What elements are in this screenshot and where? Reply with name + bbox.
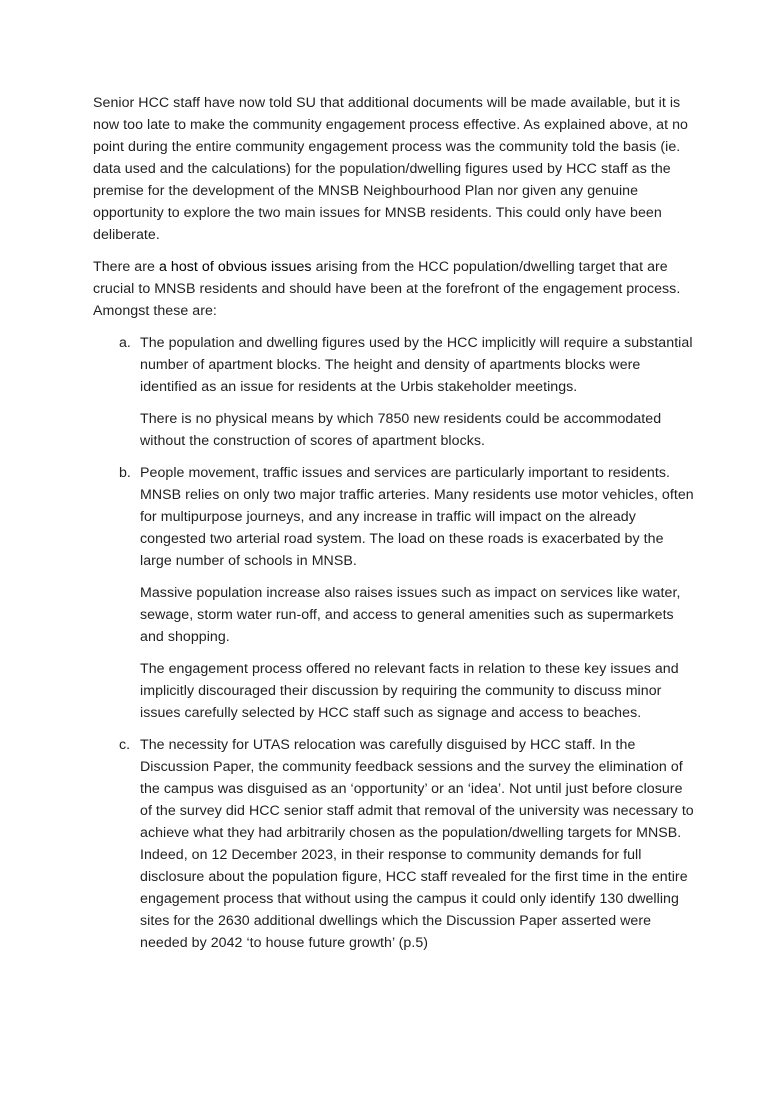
- list-paragraph: The engagement process offered no relevant facts in relation to these key issues and implicitly discouraged their discussion by requiring the community to discuss minor issues carefully selected by HCC staff such as signage and access to beaches.: [140, 661, 679, 721]
- list-paragraph: There is no physical means by which 7850 new residents could be accommodated without the construction of scores of apartment blocks.: [140, 411, 662, 449]
- list-item-a: [93, 332, 697, 452]
- list-item-b: [93, 462, 697, 724]
- list-paragraph: The necessity for UTAS relocation was carefully disguised by HCC staff. In the Discussion Paper, the community feedback sessions and the survey the elimination of the campus was disguised as an ‘opportunity’ or an ‘idea’. Not until just before closure of the survey did HCC senior staff admit that removal of the university was necessary to achieve what they had arbitrarily chosen as the population/dwelling targets for MNSB. Indeed, on 12 December 2023, in their response to community demands for full disclosure about the population figure, HCC staff revealed for the first time in the entire engagement process that without using the campus it could only identify 130 dwelling sites for the 2630 additional dwellings which the Discussion Paper asserted were needed by 2042 ‘to house future growth’ (p.5): [140, 737, 694, 951]
- list-marker: b.: [119, 465, 131, 481]
- list-paragraph: Massive population increase also raises issues such as impact on services like water, sewage, storm water run-off, and access to general amenities such as supermarkets and shopping.: [140, 585, 681, 645]
- list-marker: a.: [119, 335, 131, 351]
- issues-list: [93, 332, 697, 954]
- list-paragraph: The population and dwelling figures used by the HCC implicitly will require a substantial number of apartment blocks. The height and density of apartments blocks were identified as an issue for residents at the Urbis stakeholder meetings.: [140, 335, 693, 395]
- list-paragraph: People movement, traffic issues and services are particularly important to residents. MNSB relies on only two major traffic arteries. Many residents use motor vehicles, often for multipurpose journeys, and any increase in traffic will impact on the already congested two arterial road system. The load on these roads is exacerbated by the large number of schools in MNSB.: [140, 465, 694, 569]
- paragraph-issues: [93, 256, 697, 322]
- list-item-c: [93, 734, 697, 954]
- list-marker: c.: [119, 737, 131, 753]
- paragraph-issues-end: arising from the HCC population/dwelling target that are crucial to MNSB residents and should have been at the forefront of the engagement process. Amongst these are:: [93, 259, 681, 319]
- paragraph-intro: Senior HCC staff have now told SU that additional documents will be made available, but it is now too late to make the community engagement process effective. As explained above, at no point during the entire community engagement process was the community told the basis (ie. data used and the calculations) for the population/dwelling figures used by HCC staff as the premise for the development of the MNSB Neighbourhood Plan nor given any genuine opportunity to explore the two main issues for MNSB residents. This could only have been deliberate.: [93, 95, 688, 243]
- highlighted-phrase: a host of obvious issues: [158, 259, 312, 275]
- paragraph-issues-start: There are: [93, 259, 159, 275]
